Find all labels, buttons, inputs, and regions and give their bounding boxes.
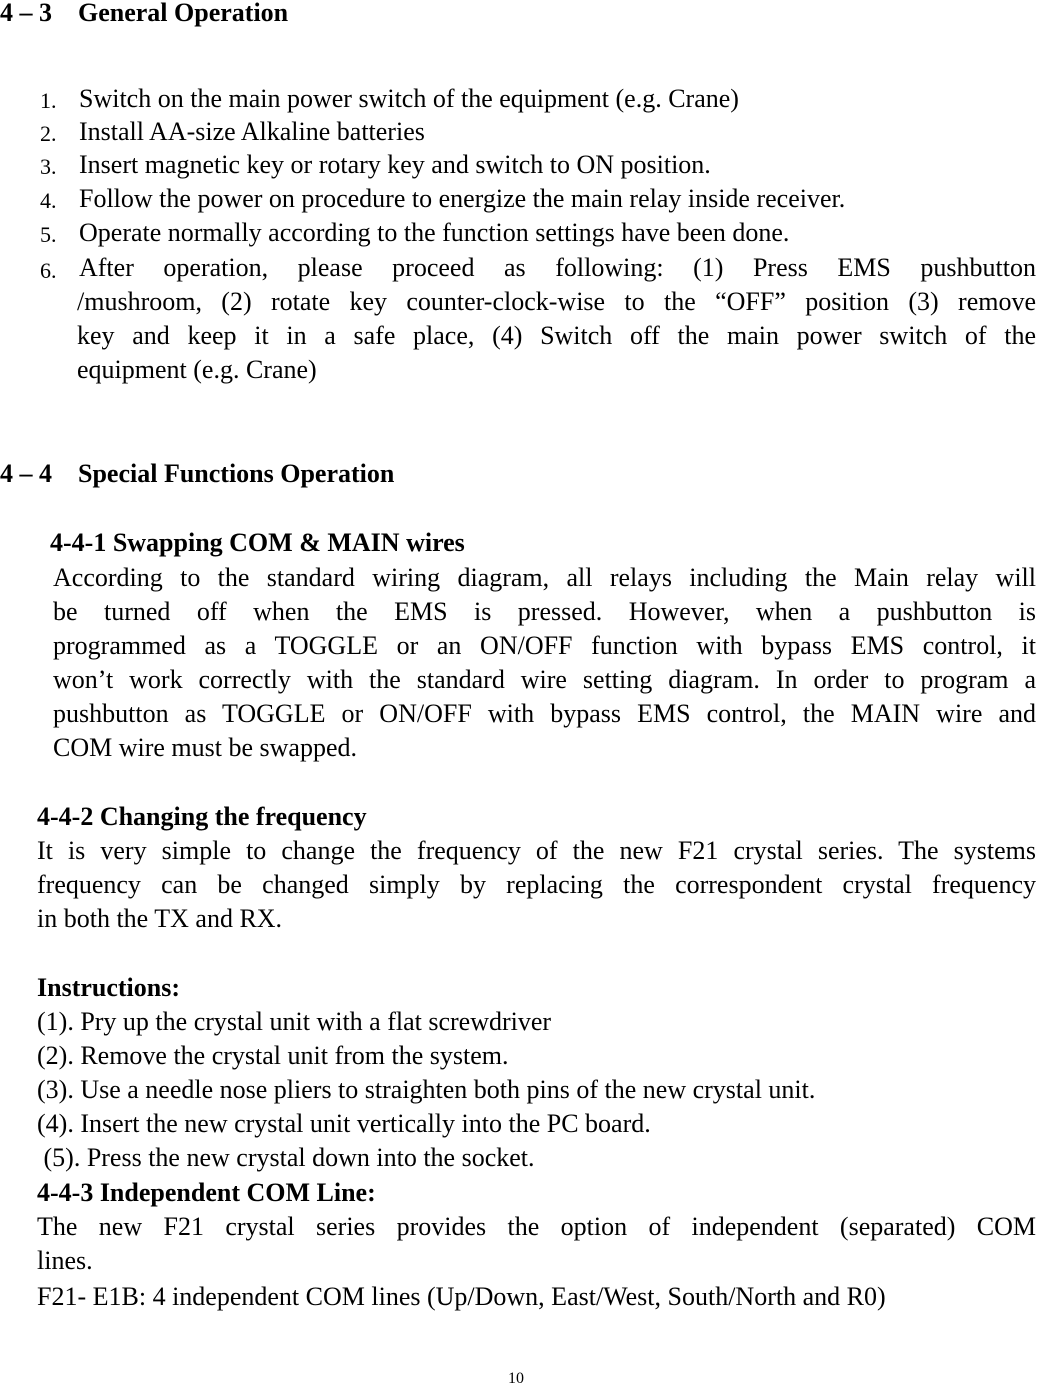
list-item-line: After operation, please proceed as following: (1) Press EMS pushbutton — [79, 253, 1036, 282]
list-item: (4). Insert the new crystal unit vertically into the PC board. — [37, 1109, 651, 1138]
page-number: 10 — [508, 1370, 524, 1387]
list-item-number: 6. — [40, 258, 57, 283]
paragraph-line: The new F21 crystal series provides the option of independent (separated) COM — [37, 1212, 1036, 1241]
paragraph-line: frequency can be changed simply by replacing the correspondent crystal frequency — [37, 870, 1036, 899]
subsection-heading-changing-frequency: 4-4-2 Changing the frequency — [37, 802, 367, 831]
list-item-number: 4. — [40, 188, 57, 213]
paragraph-line: won’t work correctly with the standard wire setting diagram. In order to program a — [53, 665, 1036, 694]
list-item-text: Follow the power on procedure to energize the main relay inside receiver. — [79, 184, 846, 213]
paragraph-line: be turned off when the EMS is pressed. However, when a pushbutton is — [53, 597, 1036, 626]
instructions-heading: Instructions: — [37, 973, 181, 1002]
paragraph-line: According to the standard wiring diagram, all relays including the Main relay will — [53, 563, 1036, 592]
list-item: (1). Pry up the crystal unit with a flat screwdriver — [37, 1007, 552, 1036]
paragraph-line: lines. — [37, 1246, 93, 1275]
list-item: (3). Use a needle nose pliers to straighten both pins of the new crystal unit. — [37, 1075, 816, 1104]
paragraph-line: F21- E1B: 4 independent COM lines (Up/Down, East/West, South/North and R0) — [37, 1282, 886, 1311]
paragraph-line: pushbutton as TOGGLE or ON/OFF with bypass EMS control, the MAIN wire and — [53, 699, 1036, 728]
list-item-text: Switch on the main power switch of the equipment (e.g. Crane) — [79, 84, 739, 113]
list-item-number: 3. — [40, 154, 57, 179]
paragraph-line: It is very simple to change the frequency of the new F21 crystal series. The systems — [37, 836, 1036, 865]
section-heading-general-operation: 4 – 3 General Operation — [0, 0, 289, 27]
list-item-line: key and keep it in a safe place, (4) Switch off the main power switch of the — [77, 321, 1036, 350]
paragraph-line: COM wire must be swapped. — [53, 733, 358, 762]
section-heading-special-functions: 4 – 4 Special Functions Operation — [0, 459, 395, 488]
list-item-text: Insert magnetic key or rotary key and switch to ON position. — [79, 150, 711, 179]
paragraph-line: in both the TX and RX. — [37, 904, 283, 933]
list-item: (2). Remove the crystal unit from the system. — [37, 1041, 509, 1070]
list-item-line: equipment (e.g. Crane) — [77, 355, 317, 384]
list-item-line: /mushroom, (2) rotate key counter-clock-wise to the “OFF” position (3) remove — [77, 287, 1036, 316]
subsection-heading-independent-com: 4-4-3 Independent COM Line: — [37, 1178, 376, 1207]
list-item-text: Operate normally according to the function settings have been done. — [79, 218, 790, 247]
list-item-number: 2. — [40, 121, 57, 146]
subsection-heading-swapping-wires: 4-4-1 Swapping COM & MAIN wires — [50, 528, 465, 557]
list-item-number: 1. — [40, 88, 57, 113]
list-item-number: 5. — [40, 222, 57, 247]
list-item: (5). Press the new crystal down into the socket. — [37, 1143, 535, 1172]
list-item-text: Install AA-size Alkaline batteries — [79, 117, 425, 146]
paragraph-line: programmed as a TOGGLE or an ON/OFF function with bypass EMS control, it — [53, 631, 1036, 660]
